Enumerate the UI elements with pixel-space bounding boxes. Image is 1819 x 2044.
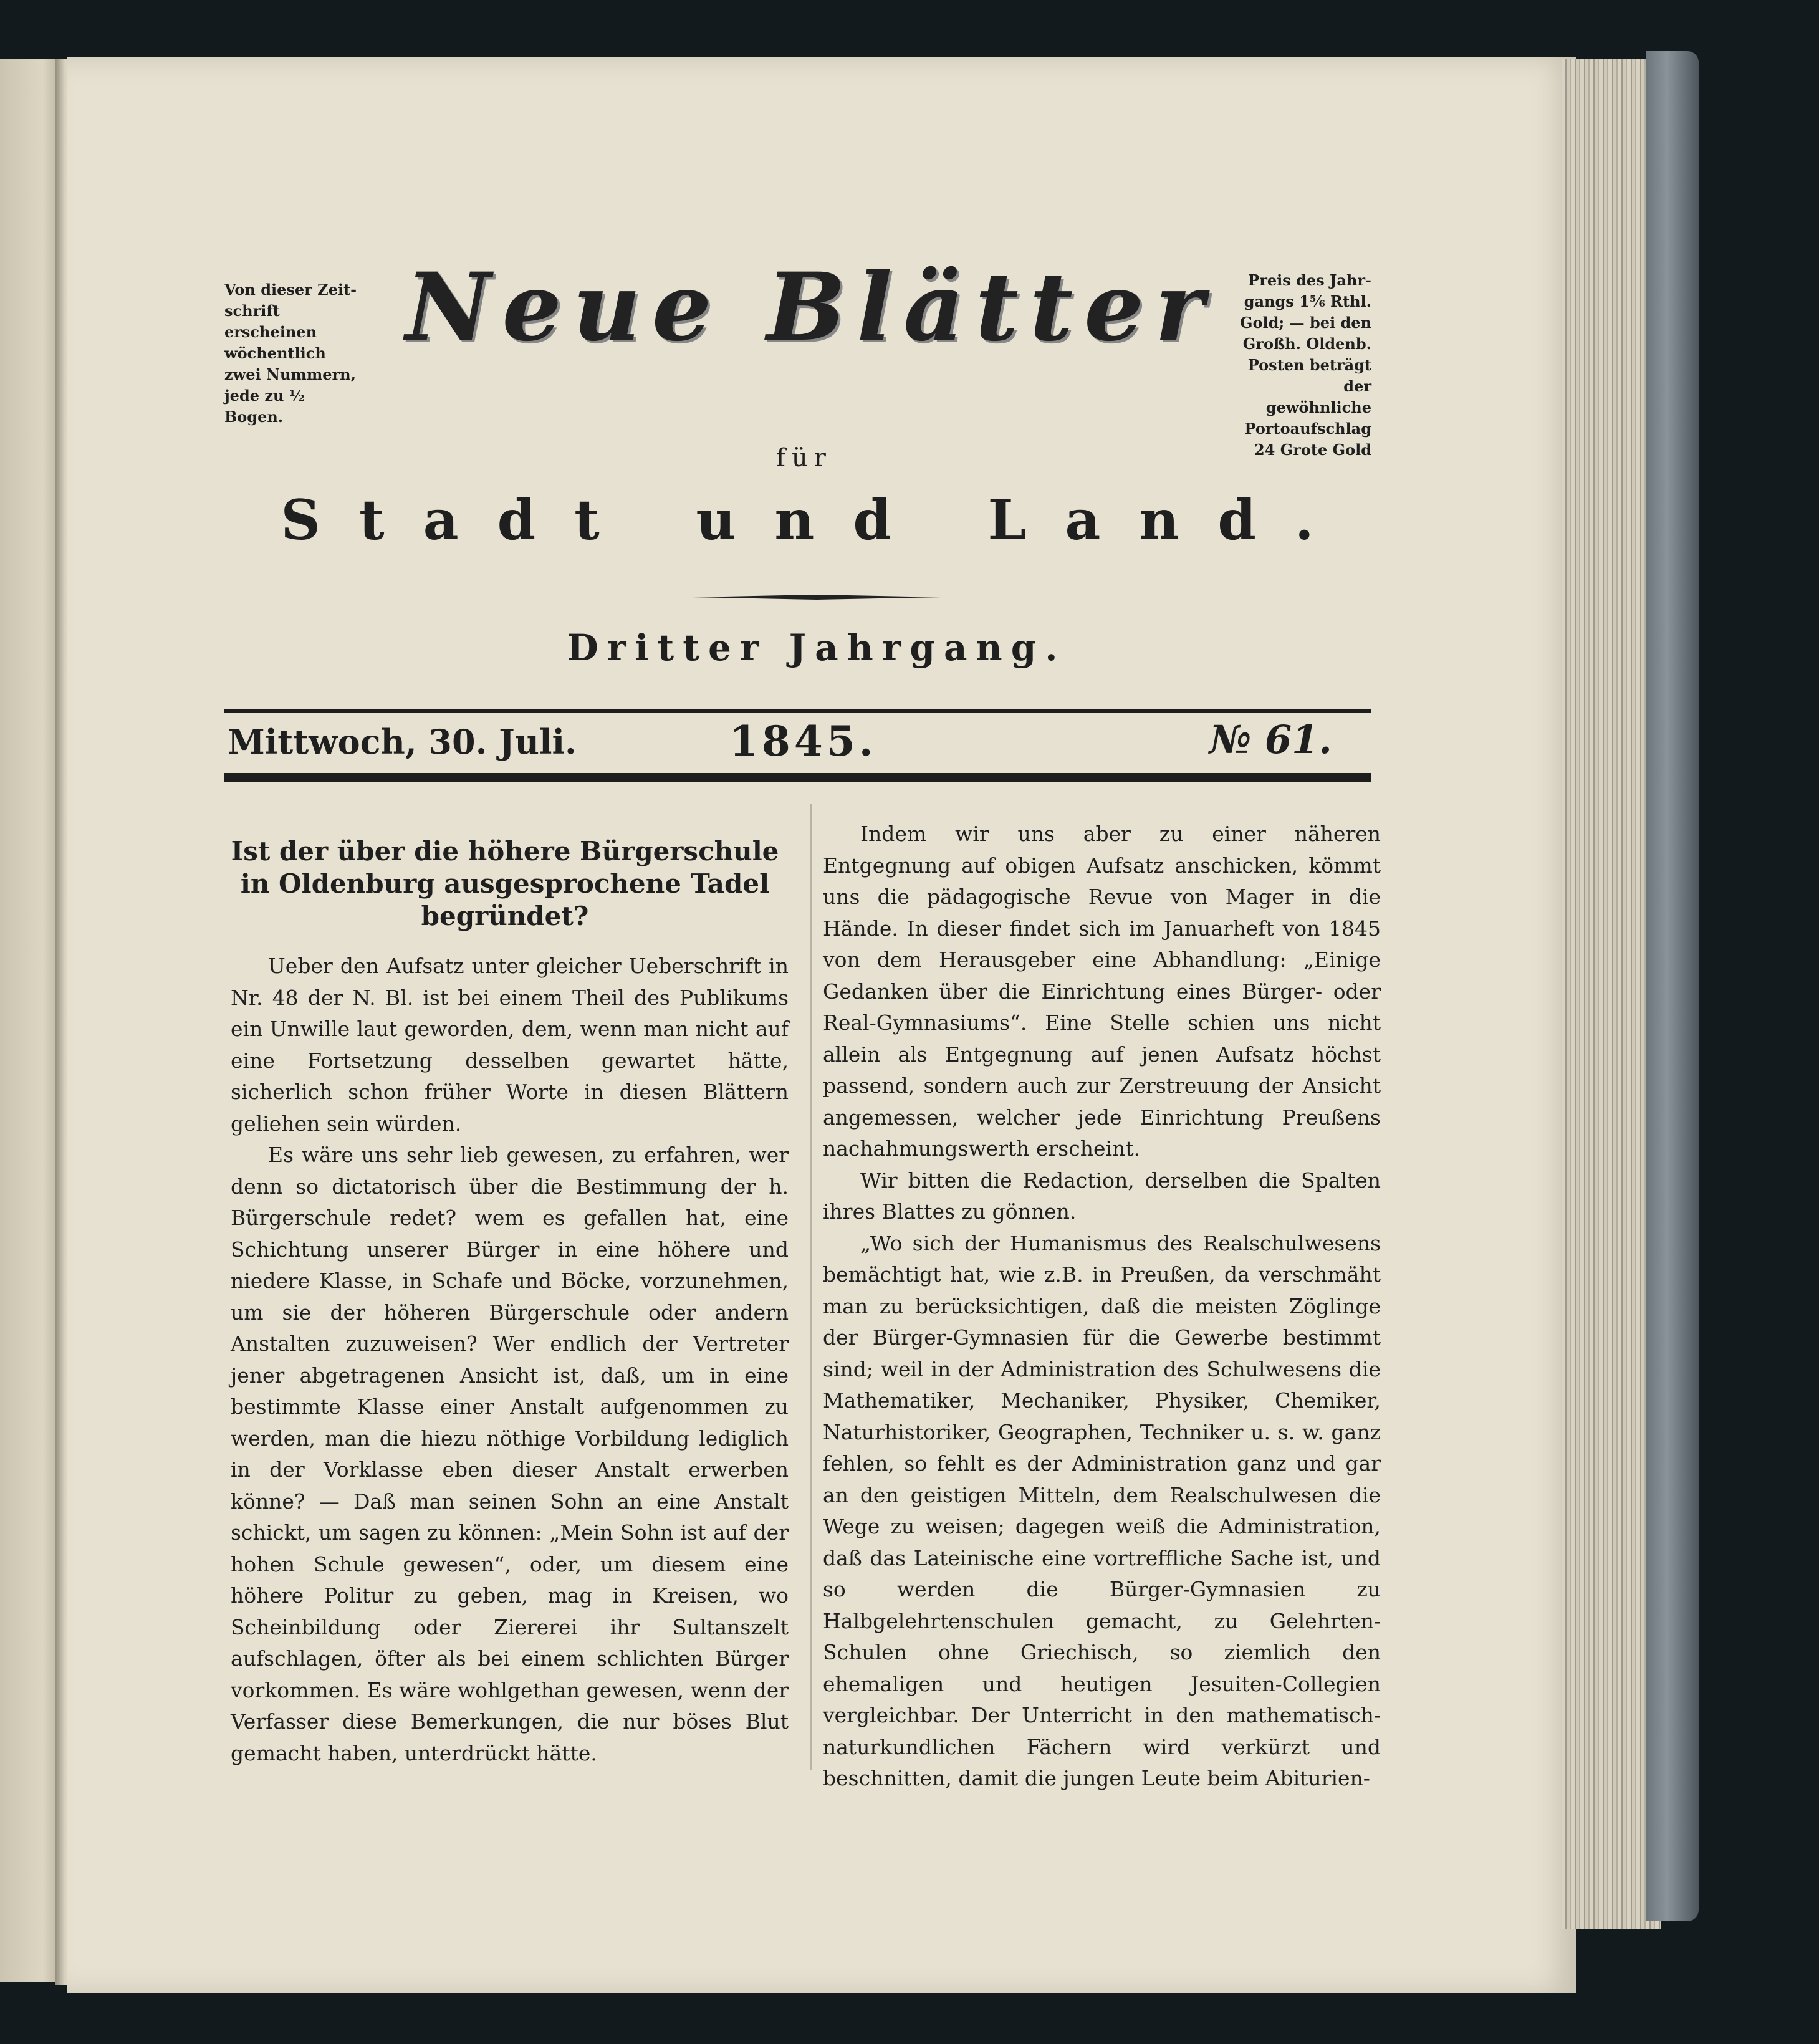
paragraph: Es wäre uns sehr lieb gewesen, zu erfahren, wer denn so dictatorisch über die Bestimmung der h. Bürgerschule redet? wem es gefallen hat, eine Schichtung unserer Bürger in eine höhere und niedere Klasse, in Schafe und Böcke, vorzunehmen, um sie der höheren Bürgerschule oder andern Anstalten zuzuweisen? Wer endlich der Vertreter jener abgetragenen Ansicht ist, daß, um in eine bestimmte Klasse einer Anstalt aufgenommen zu werden, man die hiezu nöthige Vorbildung lediglich in der Vorklasse eben dieser Anstalt erwerben könne? — Daß man seinen Sohn an eine Anstalt schickt, um sagen zu können: „Mein Sohn ist auf der hohen Schule gewesen“, oder, um diesem eine höhere Politur zu geben, mag in Kreisen, wo Scheinbildung oder Ziererei ihr Sultanszelt aufschlagen, öfter als bei einem schlichten Bürger vorkommen. Es wäre wohlgethan gewesen, wenn der Verfasser diese Bemerkungen, die nur böses Blut gemacht haben, unterdrückt hätte.	[231, 1143, 789, 1765]
article-heading: Ist der über die höhere Bürgerschule in Oldenburg ausgesprochene Tadel begründet?	[231, 836, 779, 931]
paragraph: Wir bitten die Redaction, derselben die Spalten ihres Blattes zu gönnen.	[823, 1168, 1381, 1224]
rule-bottom	[224, 773, 1371, 782]
dateline-year: 1845.	[729, 717, 877, 765]
paragraph: „Wo sich der Humanismus des Realschulwesens bemächtigt hat, wie z.B. in Preußen, da verschmäht man zu berücksichtigen, daß die meisten Zöglinge der Bürger-Gymnasien für die Gewerbe bestimmt sind; weil in der Administration des Schulwesens die Mathematiker, Mechaniker, Physiker, Chemiker, Naturhistoriker, Geographen, Techniker u. s. w. ganz fehlen, so fehlt es der Administration ganz und gar an den geistigen Mitteln, dem Realschulwesen die Wege zu weisen; dagegen weiß die Administration, daß das Lateinische eine vortreffliche Sache ist, und so werden die Bürger-Gymnasien zu Halbgelehrtenschulen gemacht, zu Gelehrten-Schulen ohne Griechisch, so ziemlich den ehemaligen und heutigen Jesuiten-Collegien vergleichbar. Der Unterricht in den mathematisch-naturkundlichen Fächern wird verkürzt und beschnitten, damit die jungen Leute beim Abiturien-	[823, 1231, 1381, 1790]
right-notice: Preis des Jahr-gangs 1⅚ Rthl. Gold; — bei den Großh. Oldenb. Posten beträgt der gewöhnliche Portoaufschlag 24 Grote Gold	[1240, 271, 1371, 459]
volume-line: Dritter Jahrgang.	[567, 626, 1067, 669]
left-notice: Von dieser Zeit-schrift erscheinen wöchentlich zwei Nummern, jede zu ½ Bogen.	[224, 281, 357, 426]
article-column-right	[823, 818, 1381, 1790]
dateline-number: № 61.	[1209, 717, 1332, 762]
article-column-left	[231, 951, 789, 1770]
masthead-title: Neue Blätter	[405, 252, 1216, 362]
facing-page-edge	[0, 59, 61, 1982]
masthead-fur: für	[776, 444, 832, 473]
paragraph: Indem wir uns aber zu einer näheren Entgegnung auf obigen Aufsatz anschicken, kömmt uns die pädagogische Revue von Mager in die Hände. In dieser findet sich im Januarheft von 1845 von dem Herausgeber eine Abhandlung: „Einige Gedanken über die Einrichtung eines Bürger- oder Real-Gymnasiums“. Eine Stelle schien uns nicht allein als Entgegnung auf jenen Aufsatz höchst passend, sondern auch zur Zerstreuung der Ansicht angemessen, welcher jede Einrichtung Preußens nachahmungswerth erscheint.	[823, 822, 1381, 1161]
book-cover	[1646, 51, 1699, 1921]
paragraph: Ueber den Aufsatz unter gleicher Ueberschrift in Nr. 48 der N. Bl. ist bei einem Theil des Publikums ein Unwille laut geworden, dem, wenn man nicht auf eine Fortsetzung desselben gewartet hätte, sicherlich schon früher Worte in diesen Blättern geliehen sein würden.	[231, 954, 789, 1136]
column-divider	[810, 804, 812, 1770]
rule-top	[224, 709, 1371, 713]
dateline-date: Mittwoch, 30. Juli.	[228, 722, 577, 762]
masthead-subtitle: Stadt und Land.	[281, 487, 1353, 552]
